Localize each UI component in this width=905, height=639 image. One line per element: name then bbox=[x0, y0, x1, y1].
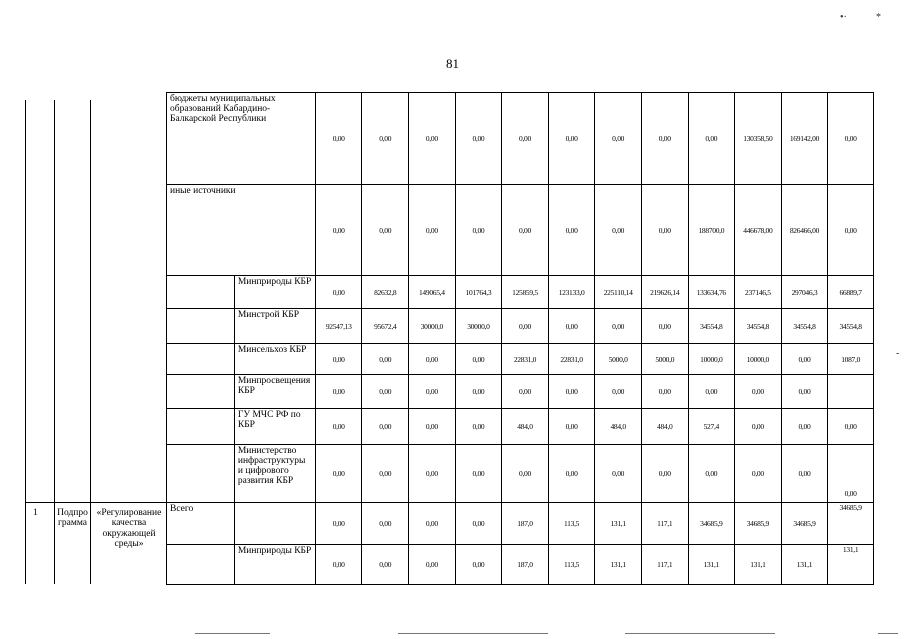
table-cell: 34554,8 bbox=[735, 309, 782, 344]
subprogram-type: Подпрограмма bbox=[57, 508, 88, 529]
table-cell: 446678,00 bbox=[735, 185, 782, 276]
table-cell: 225110,14 bbox=[595, 276, 642, 309]
table-cell: 133634,76 bbox=[688, 276, 735, 309]
table-cell: 0,00 bbox=[315, 545, 362, 585]
table-cell: 237146,5 bbox=[735, 276, 782, 309]
table-cell: 0,00 bbox=[548, 375, 595, 409]
bottom-rule bbox=[195, 633, 270, 634]
bottom-rule bbox=[625, 633, 775, 634]
margin-mark: - bbox=[896, 348, 900, 359]
table-cell: 484,0 bbox=[502, 409, 549, 445]
bottom-rule bbox=[878, 633, 898, 634]
table-cell: 169142,00 bbox=[781, 93, 828, 185]
table-cell: 0,00 bbox=[502, 375, 549, 409]
table-cell: 34554,8 bbox=[828, 309, 874, 344]
table-cell: 10000,0 bbox=[735, 344, 782, 375]
table-cell: 0,00 bbox=[409, 185, 456, 276]
table-cell: 0,00 bbox=[362, 375, 409, 409]
row-label: ГУ МЧС РФ по КБР bbox=[234, 409, 315, 445]
subprogram-name: «Регулирование качества окружающей среды» bbox=[96, 508, 162, 550]
table-cell: 0,00 bbox=[735, 409, 782, 445]
row-label: Министерство инфраструктуры и цифрового развития КБР bbox=[234, 445, 315, 503]
table-cell: 0,00 bbox=[548, 185, 595, 276]
table-cell: 0,00 bbox=[409, 93, 456, 185]
table-cell: 34685,9 bbox=[828, 503, 874, 545]
table-row bbox=[167, 344, 874, 375]
table-cell: 0,00 bbox=[688, 93, 735, 185]
table-cell: 0,00 bbox=[502, 309, 549, 344]
frame-line-1 bbox=[25, 100, 26, 584]
table-cell: 0,00 bbox=[362, 409, 409, 445]
table-cell: 219626,14 bbox=[641, 276, 688, 309]
table-cell: 5000,0 bbox=[595, 344, 642, 375]
table-row bbox=[167, 409, 874, 445]
bottom-rule bbox=[398, 633, 548, 634]
table-cell: 187,0 bbox=[502, 545, 549, 585]
table-cell: 0,00 bbox=[595, 93, 642, 185]
row-label: Всего bbox=[167, 503, 235, 545]
empty-cell bbox=[167, 276, 235, 309]
table-cell: 0,00 bbox=[409, 445, 456, 503]
table-cell: 0,00 bbox=[455, 409, 502, 445]
frame-line-2 bbox=[54, 100, 55, 584]
table-cell: 0,00 bbox=[828, 185, 874, 276]
table-row bbox=[167, 93, 874, 185]
table-cell: 0,00 bbox=[735, 445, 782, 503]
corner-mark: •· bbox=[840, 12, 847, 23]
table-cell: 484,0 bbox=[595, 409, 642, 445]
table-cell: 0,00 bbox=[455, 185, 502, 276]
table-cell: 117,1 bbox=[641, 545, 688, 585]
table-cell: 30000,0 bbox=[455, 309, 502, 344]
table-cell: 0,00 bbox=[455, 503, 502, 545]
table-cell: 131,1 bbox=[595, 545, 642, 585]
table-cell: 0,00 bbox=[315, 409, 362, 445]
table-cell: 0,00 bbox=[409, 409, 456, 445]
table-row bbox=[167, 445, 874, 503]
table-cell: 0,00 bbox=[595, 445, 642, 503]
table-cell: 34554,8 bbox=[688, 309, 735, 344]
empty-cell bbox=[167, 309, 235, 344]
empty-cell bbox=[167, 409, 235, 445]
budget-table bbox=[166, 92, 874, 585]
table-cell: 5000,0 bbox=[641, 344, 688, 375]
table-cell: 0,00 bbox=[548, 409, 595, 445]
table-cell: 0,00 bbox=[641, 185, 688, 276]
empty-cell bbox=[167, 545, 235, 585]
row-label: Минприроды КБР bbox=[234, 545, 315, 585]
table-cell: 826466,00 bbox=[781, 185, 828, 276]
table-row bbox=[167, 545, 874, 585]
table-row bbox=[167, 375, 874, 409]
table-cell: 131,1 bbox=[781, 545, 828, 585]
table-cell: 123133,0 bbox=[548, 276, 595, 309]
table-cell: 0,00 bbox=[595, 375, 642, 409]
table-cell: 0,00 bbox=[455, 445, 502, 503]
table-cell: 0,00 bbox=[548, 309, 595, 344]
table-cell: 0,00 bbox=[409, 503, 456, 545]
table-cell: 0,00 bbox=[688, 375, 735, 409]
table-cell: 131,1 bbox=[828, 545, 874, 585]
row-label: Минсельхоз КБР bbox=[234, 344, 315, 375]
table-cell: 0,00 bbox=[548, 445, 595, 503]
table-cell: 92547,13 bbox=[315, 309, 362, 344]
table-cell bbox=[828, 375, 874, 409]
table-cell: 0,00 bbox=[548, 93, 595, 185]
table-cell: 0,00 bbox=[362, 503, 409, 545]
page-number: 81 bbox=[446, 56, 459, 71]
table-cell: 0,00 bbox=[688, 445, 735, 503]
table-cell: 0,00 bbox=[641, 375, 688, 409]
table-cell: 0,00 bbox=[502, 93, 549, 185]
table-cell: 0,00 bbox=[781, 375, 828, 409]
table-cell: 22831,0 bbox=[548, 344, 595, 375]
row-label: иные источники bbox=[167, 185, 316, 276]
empty-cell bbox=[167, 344, 235, 375]
table-cell: 0,00 bbox=[455, 344, 502, 375]
table-cell: 0,00 bbox=[828, 409, 874, 445]
table-cell: 0,00 bbox=[362, 185, 409, 276]
empty-cell bbox=[167, 375, 235, 409]
table-row bbox=[167, 185, 874, 276]
frame-line-3 bbox=[90, 100, 91, 584]
subprogram-number: 1 bbox=[33, 508, 38, 518]
empty-cell bbox=[234, 503, 315, 545]
table-cell: 149065,4 bbox=[409, 276, 456, 309]
table-cell: 131,1 bbox=[735, 545, 782, 585]
table-row bbox=[167, 309, 874, 344]
table-cell: 125859,5 bbox=[502, 276, 549, 309]
table-cell: 113,5 bbox=[548, 545, 595, 585]
table-cell: 113,5 bbox=[548, 503, 595, 545]
row-label: бюджеты муниципальных образований Кабардино-Балкарской Республики bbox=[167, 93, 316, 185]
row-label: Минстрой КБР bbox=[234, 309, 315, 344]
table-row bbox=[167, 503, 874, 545]
table-cell: 82632,8 bbox=[362, 276, 409, 309]
table-cell: 34554,8 bbox=[781, 309, 828, 344]
table-cell: 0,00 bbox=[409, 375, 456, 409]
empty-cell bbox=[167, 445, 235, 503]
table-cell: 0,00 bbox=[362, 93, 409, 185]
table-cell: 0,00 bbox=[641, 93, 688, 185]
table-cell: 0,00 bbox=[362, 344, 409, 375]
table-cell: 10000,0 bbox=[688, 344, 735, 375]
table-cell: 0,00 bbox=[502, 185, 549, 276]
table-cell: 0,00 bbox=[315, 93, 362, 185]
table-cell: 297046,3 bbox=[781, 276, 828, 309]
table-cell: 0,00 bbox=[362, 445, 409, 503]
table-cell: 0,00 bbox=[409, 545, 456, 585]
table-cell: 0,00 bbox=[502, 445, 549, 503]
table-cell: 0,00 bbox=[455, 375, 502, 409]
table-cell: 0,00 bbox=[828, 445, 874, 503]
table-cell: 484,0 bbox=[641, 409, 688, 445]
table-cell: 0,00 bbox=[362, 545, 409, 585]
table-cell: 0,00 bbox=[828, 93, 874, 185]
table-cell: 117,1 bbox=[641, 503, 688, 545]
table-cell: 0,00 bbox=[409, 344, 456, 375]
table-cell: 188700,0 bbox=[688, 185, 735, 276]
table-cell: 0,00 bbox=[315, 375, 362, 409]
table-cell: 527,4 bbox=[688, 409, 735, 445]
table-cell: 0,00 bbox=[315, 503, 362, 545]
table-row bbox=[167, 276, 874, 309]
table-cell: 34685,9 bbox=[688, 503, 735, 545]
corner-mark-star: * bbox=[876, 12, 881, 23]
table-cell: 66889,7 bbox=[828, 276, 874, 309]
table-cell: 0,00 bbox=[315, 344, 362, 375]
table-cell: 0,00 bbox=[315, 185, 362, 276]
table-cell: 0,00 bbox=[735, 375, 782, 409]
subprogram-divider bbox=[25, 502, 166, 503]
table-cell: 0,00 bbox=[595, 185, 642, 276]
table-cell: 34685,9 bbox=[781, 503, 828, 545]
table-cell: 0,00 bbox=[781, 445, 828, 503]
table-cell: 22831,0 bbox=[502, 344, 549, 375]
table-cell: 0,00 bbox=[455, 545, 502, 585]
table-cell: 131,1 bbox=[688, 545, 735, 585]
row-label: Минприроды КБР bbox=[234, 276, 315, 309]
row-label: Минпросвещения КБР bbox=[234, 375, 315, 409]
table-cell: 0,00 bbox=[595, 309, 642, 344]
table-cell: 0,00 bbox=[781, 344, 828, 375]
table-cell: 0,00 bbox=[315, 445, 362, 503]
table-cell: 187,0 bbox=[502, 503, 549, 545]
table-cell: 0,00 bbox=[641, 445, 688, 503]
table-cell: 1087,0 bbox=[828, 344, 874, 375]
table-cell: 101764,3 bbox=[455, 276, 502, 309]
table-cell: 34685,9 bbox=[735, 503, 782, 545]
table-cell: 0,00 bbox=[641, 309, 688, 344]
table-cell: 95672,4 bbox=[362, 309, 409, 344]
table-cell: 130358,50 bbox=[735, 93, 782, 185]
table-cell: 0,00 bbox=[781, 409, 828, 445]
table-cell: 0,00 bbox=[315, 276, 362, 309]
table-cell: 0,00 bbox=[455, 93, 502, 185]
table-cell: 131,1 bbox=[595, 503, 642, 545]
table-cell: 30000,0 bbox=[409, 309, 456, 344]
